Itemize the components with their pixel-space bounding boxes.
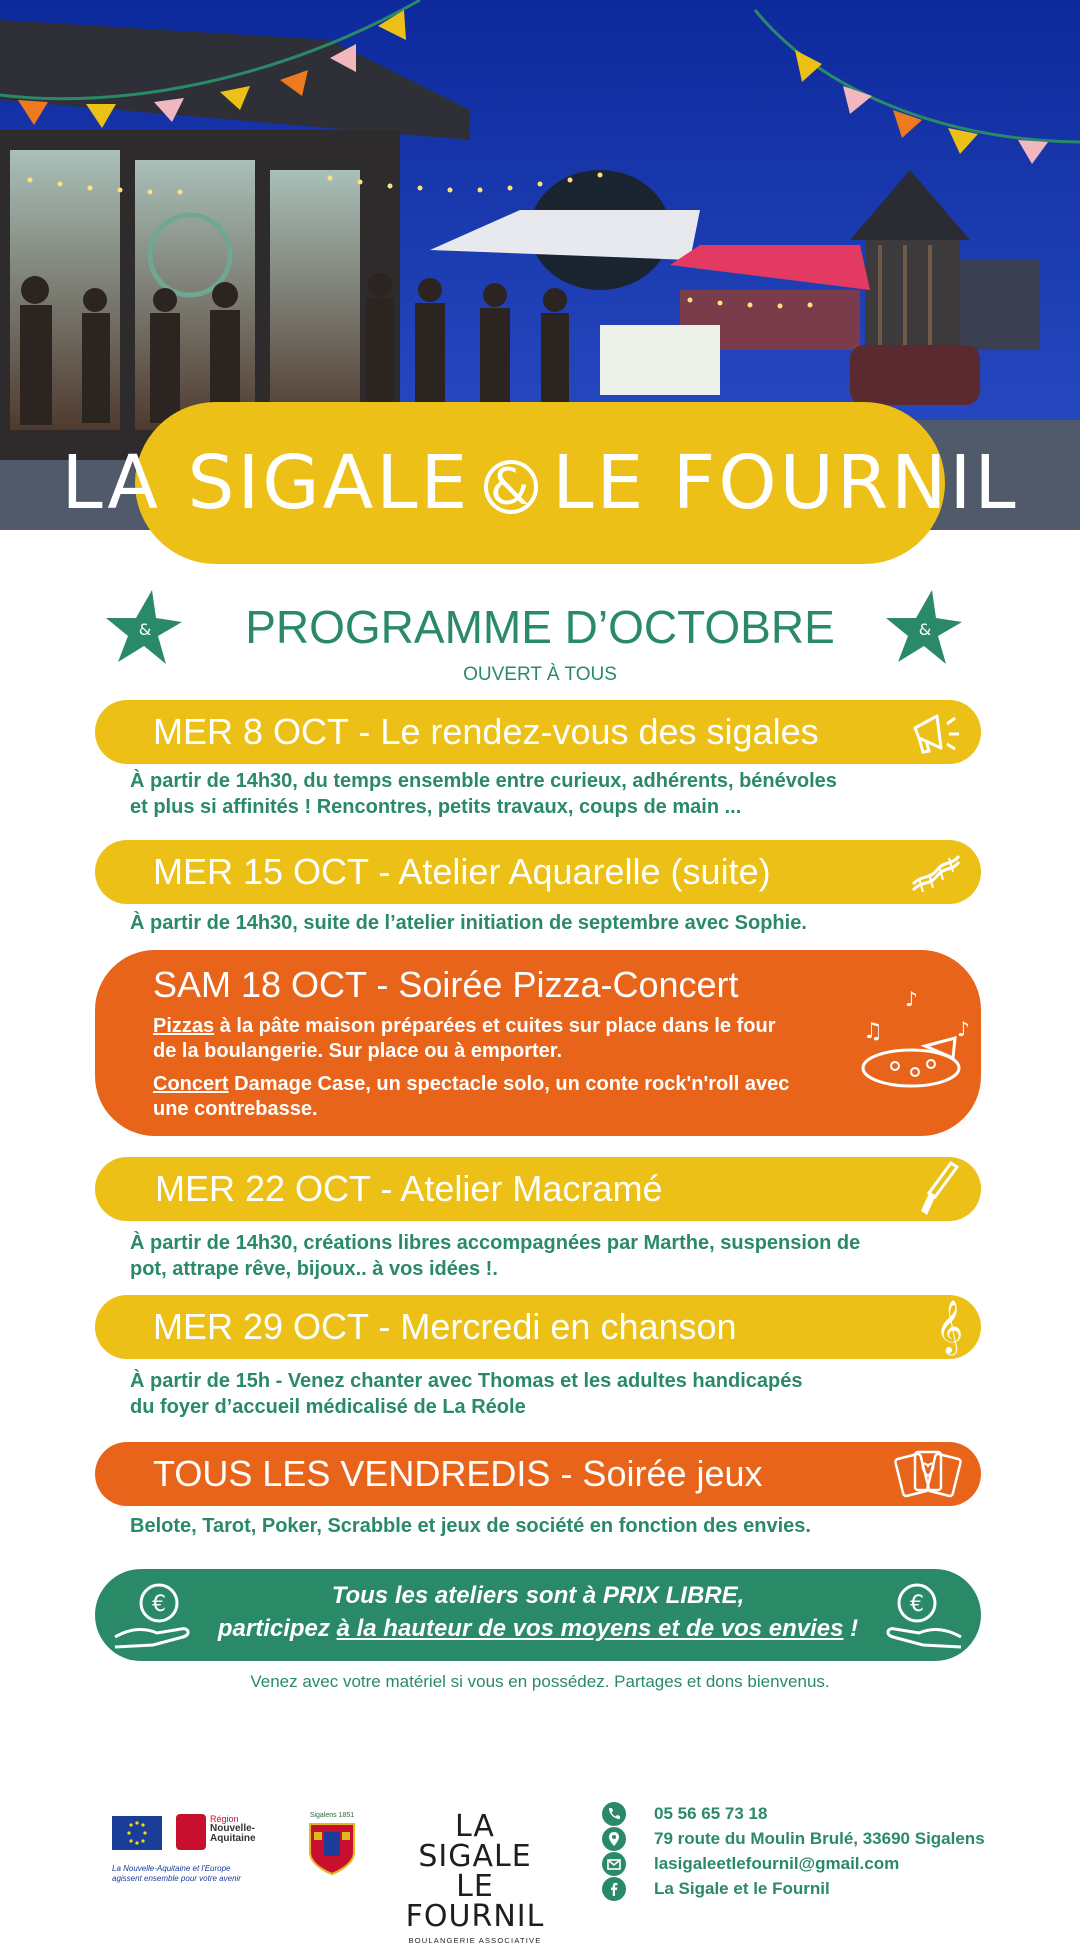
address-text: 79 route du Moulin Brulé, 33690 Sigalens [654,1829,985,1848]
region-shield-icon [176,1814,206,1850]
footer-logo-sub: BOULANGERIE ASSOCIATIVE [408,1936,542,1945]
coin-left-symbol: € [152,1592,166,1617]
brand-title-pill [61,402,1019,564]
contact-phone[interactable] [602,1802,767,1826]
music-note-b: ♪ [905,987,918,1011]
star-right-amp: & [918,620,932,639]
event-desc-1-line1: À partir de 14h30, du temps ensemble entre curieux, adhérents, bénévoles [130,770,837,792]
event-bar-6 [95,1442,981,1506]
pizza-text-1: à la pâte maison préparées et cuites sur place dans le four [214,1015,776,1037]
event-title-6: TOUS LES VENDREDIS - Soirée jeux [153,1453,763,1494]
event-desc-4 [130,1230,970,1282]
footer-logo-line2: LE FOURNIL [405,1869,545,1934]
braid-icon [907,844,963,900]
playing-cards-icon [893,1446,963,1502]
contact-email[interactable] [602,1852,899,1876]
region-eu-logo [110,1812,260,1888]
phone-icon [602,1802,626,1826]
banner-line2 [95,1615,981,1643]
footer-logo-line1: LA SIGALE [418,1809,532,1874]
music-note-c: ♪ [957,1017,970,1041]
pizza-icon [855,986,975,1096]
banner-line2-prefix: participez [217,1615,337,1642]
event-desc-4-line2: pot, attrape rêve, bijoux.. à vos idées !. [130,1258,498,1280]
concert-label: Concert [153,1073,229,1095]
banner-line2-suffix: ! [843,1615,859,1642]
music-note-a: ♫ [863,1019,883,1044]
event-title-3: SAM 18 OCT - Soirée Pizza-Concert [153,964,739,1005]
region-name-line2: Nouvelle- [210,1823,256,1834]
event-bar-1 [95,700,981,764]
banner-line1: Tous les ateliers sont à PRIX LIBRE, [331,1582,745,1609]
pizza-label: Pizzas [153,1015,215,1037]
event-desc-2 [130,910,970,936]
region-name [210,1814,256,1844]
region-name-line3: Aquitaine [210,1833,256,1844]
event-desc-1 [130,768,970,820]
region-caption-line2: agissent ensemble pour votre avenir [112,1874,241,1883]
crest-shield-icon [308,1822,356,1876]
event-bar-5 [95,1295,981,1359]
prix-libre-banner [95,1569,981,1661]
event-desc-5 [130,1368,970,1420]
event-desc-3-pizza [153,1014,853,1064]
pizza-text-2: de la boulangerie. Sur place ou à emporter. [153,1040,563,1062]
megaphone-icon [907,704,963,760]
phone-number: 05 56 65 73 18 [654,1804,768,1823]
region-caption [112,1864,241,1884]
ampersand-icon: & [484,460,538,514]
treble-clef-icon: 𝄞 [935,1299,963,1353]
crest-caption-top: Sigalens 1851 [309,1812,355,1819]
event-title-4: MER 22 OCT - Atelier Macramé [155,1168,663,1209]
bring-material-note: Venez avec votre matériel si vous en possédez. Partages et dons bienvenus. [250,1672,830,1691]
star-left-amp: & [138,620,152,639]
event-desc-5-line2: du foyer d’accueil médicalisé de La Réole [130,1396,526,1418]
event-desc-6-line1: Belote, Tarot, Poker, Scrabble et jeux de société en fonction des envies. [130,1515,811,1537]
brand-title [61,440,1018,526]
facebook-page-name: La Sigale et le Fournil [654,1879,830,1898]
programme-title: PROGRAMME D’OCTOBRE [245,601,835,653]
coin-right-symbol: € [910,1592,924,1617]
brand-title-part1: LA SIGALE [61,440,471,526]
sigalens-crest-logo [304,1812,360,1882]
region-name-line1: Région [210,1814,239,1824]
banner-line2-underlined: à la hauteur de vos moyens et de vos envies [336,1615,844,1642]
contact-facebook[interactable] [602,1877,830,1901]
event-bar-4 [95,1157,981,1221]
region-caption-line1: La Nouvelle-Aquitaine et l'Europe [112,1864,231,1873]
event-desc-3-concert [153,1072,853,1122]
facebook-icon [602,1877,626,1901]
event-title-2: MER 15 OCT - Atelier Aquarelle (suite) [153,851,771,892]
event-block-3 [95,950,981,1136]
mail-icon [602,1852,626,1876]
event-desc-5-line1: À partir de 15h - Venez chanter avec Thomas et les adultes handicapés [130,1370,803,1392]
brand-title-part2: LE FOURNIL [552,440,1019,526]
event-title-5: MER 29 OCT - Mercredi en chanson [153,1306,737,1347]
programme-subtitle: OUVERT À TOUS [463,664,617,685]
concert-text-1: Damage Case, un spectacle solo, un conte rock'n'roll avec [228,1073,790,1095]
event-desc-2-line1: À partir de 14h30, suite de l’atelier initiation de septembre avec Sophie. [130,912,807,934]
event-bar-2 [95,840,981,904]
event-desc-6 [130,1513,970,1539]
event-desc-4-line1: À partir de 14h30, créations libres accompagnées par Marthe, suspension de [130,1232,861,1254]
location-pin-icon [602,1827,626,1851]
la-sigale-footer-logo [400,1809,550,1945]
event-desc-1-line2: et plus si affinités ! Rencontres, petits travaux, coups de main ... [130,796,742,818]
paintbrush-icon [907,1159,963,1219]
event-title-1: MER 8 OCT - Le rendez-vous des sigales [153,711,819,752]
eu-flag-icon [112,1816,162,1850]
concert-text-2: une contrebasse. [153,1098,318,1120]
email-address: lasigaleetlefournil@gmail.com [654,1854,900,1873]
contact-address [602,1827,985,1851]
